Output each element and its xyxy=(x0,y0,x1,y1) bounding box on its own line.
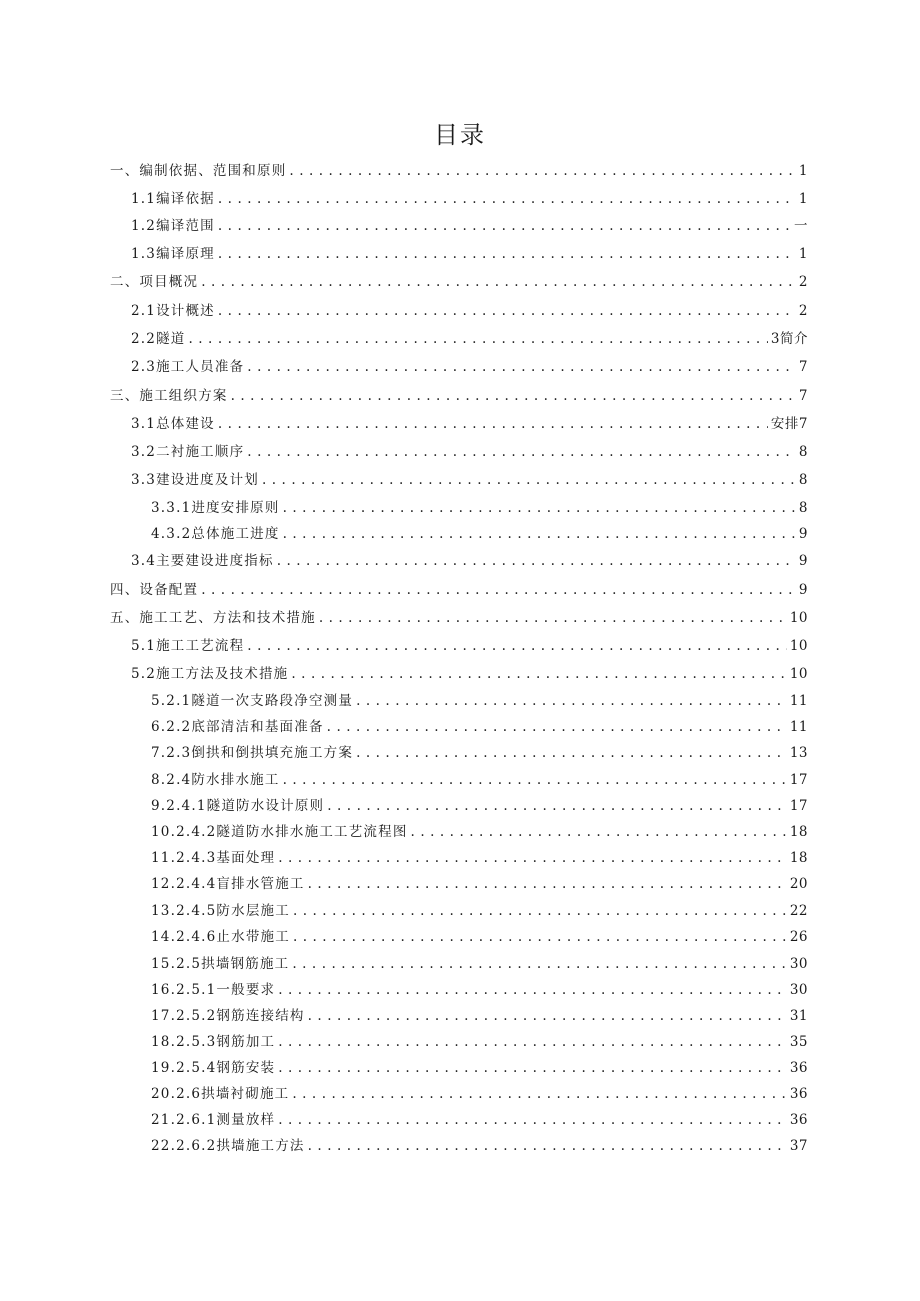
toc-entry-page: 30 xyxy=(789,982,808,998)
toc-entry-page: 22 xyxy=(789,903,808,919)
dot-leader xyxy=(327,718,787,736)
toc-entry-page: 17 xyxy=(789,772,808,788)
toc-entry-page: 18 xyxy=(789,824,808,840)
toc-entry-label: 2.4.1隧道防水设计原则 xyxy=(166,798,325,814)
toc-entry[interactable] xyxy=(110,269,808,291)
toc-entry-label: 2.6.1测量放样 xyxy=(176,1112,276,1128)
toc-entry-number: 11. xyxy=(151,850,177,866)
dot-leader xyxy=(292,1085,786,1103)
toc-entry-number: 14. xyxy=(151,929,177,945)
toc-entry-page: 2 xyxy=(798,303,808,319)
toc-entry-number: 1.3 xyxy=(131,246,157,262)
toc-entry-label: 2.5.2钢筋连接结构 xyxy=(176,1008,305,1024)
toc-entry[interactable] xyxy=(131,354,808,376)
toc-entry-number: 一、 xyxy=(110,163,140,179)
toc-entry-page: 30 xyxy=(789,956,808,972)
toc-entry-label: 2.4.2隧道防水排水施工工艺流程图 xyxy=(176,824,408,840)
toc-entry-number: 12. xyxy=(151,876,177,892)
toc-entry-number: 16. xyxy=(151,982,177,998)
toc-entry-label: 编制依据、范围和原则 xyxy=(139,163,287,179)
toc-entry-page: 13 xyxy=(789,745,808,761)
toc-entry-page: 35 xyxy=(789,1034,808,1050)
dot-leader xyxy=(308,1007,787,1025)
toc-entry[interactable] xyxy=(110,383,808,405)
toc-entry-number: 5.1 xyxy=(131,638,157,654)
dot-leader xyxy=(218,217,791,235)
dot-leader xyxy=(308,875,787,893)
toc-entry[interactable] xyxy=(110,158,808,180)
toc-entry[interactable] xyxy=(131,439,808,461)
page-title: 目录 xyxy=(434,121,486,149)
toc-entry-page: 36 xyxy=(789,1112,808,1128)
toc-entry[interactable] xyxy=(151,740,808,762)
toc-entry[interactable] xyxy=(151,951,808,973)
toc-entry-page: 9 xyxy=(798,553,808,569)
toc-entry-page: 1 xyxy=(798,246,808,262)
toc-entry[interactable] xyxy=(131,661,808,683)
toc-entry[interactable] xyxy=(151,898,808,920)
toc-entry-label: 编译依据 xyxy=(156,191,215,207)
toc-entry-number: 3.1 xyxy=(131,416,157,432)
toc-entry[interactable] xyxy=(151,1003,808,1025)
toc-entry-page: 10 xyxy=(789,666,808,682)
toc-entry-page: 9 xyxy=(798,582,808,598)
toc-entry-page: 1 xyxy=(798,191,808,207)
toc-entry[interactable] xyxy=(110,577,808,599)
toc-entry-page: 9 xyxy=(798,526,808,542)
toc-entry-label: 施工方法及技术措施 xyxy=(156,666,289,682)
toc-entry[interactable] xyxy=(151,1055,808,1077)
toc-entry-page: 1 xyxy=(798,163,808,179)
dot-leader xyxy=(218,415,768,433)
toc-entry[interactable] xyxy=(131,548,808,570)
toc-entry[interactable] xyxy=(131,213,808,235)
toc-entry-label: 2.2底部清洁和基面准备 xyxy=(166,719,324,735)
toc-entry-number: 3.2 xyxy=(131,444,157,460)
toc-entry-label: 隧道 xyxy=(156,331,186,347)
toc-entry-label: 编译范围 xyxy=(156,218,215,234)
dot-leader xyxy=(293,902,787,920)
toc-entry-label: 2.4.3基面处理 xyxy=(176,850,276,866)
toc-entry[interactable] xyxy=(131,467,808,489)
toc-entry-label: 2.4.5防水层施工 xyxy=(176,903,290,919)
toc-entry-number: 3.3 xyxy=(131,472,157,488)
toc-entry-number: 1.1 xyxy=(131,191,157,207)
toc-entry-number: 8. xyxy=(151,772,167,788)
toc-entry-label: 2.1隧道一次支路段净空测量 xyxy=(166,693,354,709)
dot-leader xyxy=(277,552,796,570)
toc-entry-label: 主要建设进度指标 xyxy=(156,553,274,569)
toc-entry-label: 2.4.4盲排水管施工 xyxy=(176,876,305,892)
toc-entry-number: 3 xyxy=(151,500,161,516)
toc-entry-label: 2.3倒拱和倒拱填充施工方案 xyxy=(166,745,354,761)
toc-entry[interactable] xyxy=(151,521,808,543)
toc-entry[interactable] xyxy=(131,298,808,320)
toc-entry-page: 26 xyxy=(789,929,808,945)
dot-leader xyxy=(291,665,786,683)
toc-entry-number: 7. xyxy=(151,745,167,761)
toc-entry-number: 15. xyxy=(151,956,177,972)
toc-entry[interactable] xyxy=(151,767,808,789)
toc-entry[interactable] xyxy=(151,1133,808,1155)
dot-leader xyxy=(247,358,796,376)
toc-entry-page: 20 xyxy=(789,876,808,892)
dot-leader xyxy=(356,692,787,710)
toc-entry-number: 4 xyxy=(151,526,161,542)
toc-entry-label: 施工工艺流程 xyxy=(156,638,245,654)
toc-entry-number: 22. xyxy=(151,1138,177,1154)
toc-entry-label: 施工工艺、方法和技术措施 xyxy=(139,610,316,626)
toc-entry-label: 设备配置 xyxy=(139,582,199,598)
dot-leader xyxy=(201,581,796,599)
toc-entry-label: 2.4.6止水带施工 xyxy=(176,929,290,945)
dot-leader xyxy=(308,1137,787,1155)
toc-entry[interactable] xyxy=(151,871,808,893)
toc-entry-page: 36 xyxy=(789,1086,808,1102)
toc-entry-page: 36 xyxy=(789,1060,808,1076)
toc-entry-number: 19. xyxy=(151,1060,177,1076)
dot-leader xyxy=(278,849,787,867)
toc-entry-number: 21. xyxy=(151,1112,177,1128)
toc-entry-page: 17 xyxy=(789,798,808,814)
toc-entry-number: 18. xyxy=(151,1034,177,1050)
toc-entry-number: 17. xyxy=(151,1008,177,1024)
dot-leader xyxy=(218,190,796,208)
toc-entry-label: 施工人员准备 xyxy=(156,359,245,375)
toc-entry-number: 3.4 xyxy=(131,553,157,569)
toc-entry[interactable] xyxy=(151,793,808,815)
toc-entry-label: .3.1进度安排原则 xyxy=(160,500,280,516)
dot-leader xyxy=(262,471,796,489)
toc-entry-number: 5. xyxy=(151,693,167,709)
toc-entry[interactable] xyxy=(151,845,808,867)
dot-leader xyxy=(218,245,796,263)
dot-leader xyxy=(283,525,796,543)
toc-entry-number: 2.3 xyxy=(131,359,157,375)
dot-leader xyxy=(278,1033,787,1051)
toc-entry-label: 总体建设 xyxy=(156,416,215,432)
toc-entry[interactable] xyxy=(151,1081,808,1103)
toc-entry-page: 8 xyxy=(798,500,808,516)
toc-entry-label: 2.5.4钢筋安装 xyxy=(176,1060,276,1076)
toc-entry[interactable] xyxy=(131,633,808,655)
dot-leader xyxy=(327,797,787,815)
toc-entry-label: 2.6拱墙衬砌施工 xyxy=(176,1086,290,1102)
toc-entry-number: 5.2 xyxy=(131,666,157,682)
dot-leader xyxy=(278,981,787,999)
dot-leader xyxy=(231,387,796,405)
toc-entry[interactable] xyxy=(151,714,808,736)
toc-entry[interactable] xyxy=(151,688,808,710)
toc-entry-label: 编译原理 xyxy=(156,246,215,262)
toc-entry-page: 7 xyxy=(798,388,808,404)
toc-entry[interactable] xyxy=(151,819,808,841)
toc-entry-number: 9. xyxy=(151,798,167,814)
dot-leader xyxy=(201,273,796,291)
toc-entry[interactable] xyxy=(151,495,808,517)
dot-leader xyxy=(188,330,767,348)
toc-entry-number: 二、 xyxy=(110,274,140,290)
toc-entry[interactable] xyxy=(131,241,808,263)
dot-leader xyxy=(218,302,796,320)
toc-entry-page: 37 xyxy=(789,1138,808,1154)
toc-entry-page: 安排7 xyxy=(770,416,808,432)
toc-entry-number: 2.2 xyxy=(131,331,157,347)
toc-entry[interactable] xyxy=(151,1107,808,1129)
toc-entry-number: 6. xyxy=(151,719,167,735)
dot-leader xyxy=(247,443,796,461)
dot-leader xyxy=(292,955,786,973)
toc-entry-label: 2.6.2拱墙施工方法 xyxy=(176,1138,305,1154)
toc-entry-page: 8 xyxy=(798,472,808,488)
dot-leader xyxy=(283,499,796,517)
toc-entry[interactable] xyxy=(151,924,808,946)
toc-entry[interactable] xyxy=(110,605,808,627)
toc-entry-page: 一 xyxy=(794,218,808,234)
toc-entry-number: 2.1 xyxy=(131,303,157,319)
toc-entry-number: 四、 xyxy=(110,582,140,598)
toc-entry-number: 三、 xyxy=(110,388,140,404)
toc-entry-label: .3.2总体施工进度 xyxy=(160,526,280,542)
dot-leader xyxy=(319,609,787,627)
toc-entry-label: 施工组织方案 xyxy=(139,388,228,404)
toc-entry-page: 11 xyxy=(789,693,808,709)
toc-entry-number: 1.2 xyxy=(131,218,157,234)
toc-entry[interactable] xyxy=(131,326,808,348)
toc-entry-label: 2.5.1一般要求 xyxy=(176,982,276,998)
toc-entry-label: 2.4防水排水施工 xyxy=(166,772,280,788)
toc-entry-page: 2 xyxy=(798,274,808,290)
toc-entry-page: 8 xyxy=(798,444,808,460)
dot-leader xyxy=(293,928,787,946)
dot-leader xyxy=(289,162,796,180)
toc-entry-page: 10 xyxy=(789,638,808,654)
toc-entry-page: 31 xyxy=(789,1008,808,1024)
toc-entry-page: 10 xyxy=(789,610,808,626)
dot-leader xyxy=(247,637,787,655)
toc-entry-label: 建设进度及计划 xyxy=(156,472,259,488)
dot-leader xyxy=(356,744,787,762)
toc-entry-page: 3简介 xyxy=(770,331,808,347)
toc-entry-number: 20. xyxy=(151,1086,177,1102)
toc-entry-page: 7 xyxy=(798,359,808,375)
toc-entry[interactable] xyxy=(151,977,808,999)
toc-entry-label: 2.5拱墙钢筋施工 xyxy=(176,956,290,972)
dot-leader xyxy=(278,1111,787,1129)
toc-entry-number: 五、 xyxy=(110,610,140,626)
toc-entry-label: 项目概况 xyxy=(139,274,199,290)
toc-entry-page: 18 xyxy=(789,850,808,866)
toc-entry-label: 设计概述 xyxy=(156,303,215,319)
toc-entry-page: 11 xyxy=(789,719,808,735)
dot-leader xyxy=(278,1059,787,1077)
dot-leader xyxy=(283,771,787,789)
toc-entry-number: 13. xyxy=(151,903,177,919)
dot-leader xyxy=(411,823,787,841)
toc-entry[interactable] xyxy=(131,411,808,433)
toc-entry[interactable] xyxy=(131,186,808,208)
toc-entry[interactable] xyxy=(151,1029,808,1051)
toc-entry-number: 10. xyxy=(151,824,177,840)
toc-entry-label: 2.5.3钢筋加工 xyxy=(176,1034,276,1050)
toc-entry-label: 二衬施工顺序 xyxy=(156,444,245,460)
